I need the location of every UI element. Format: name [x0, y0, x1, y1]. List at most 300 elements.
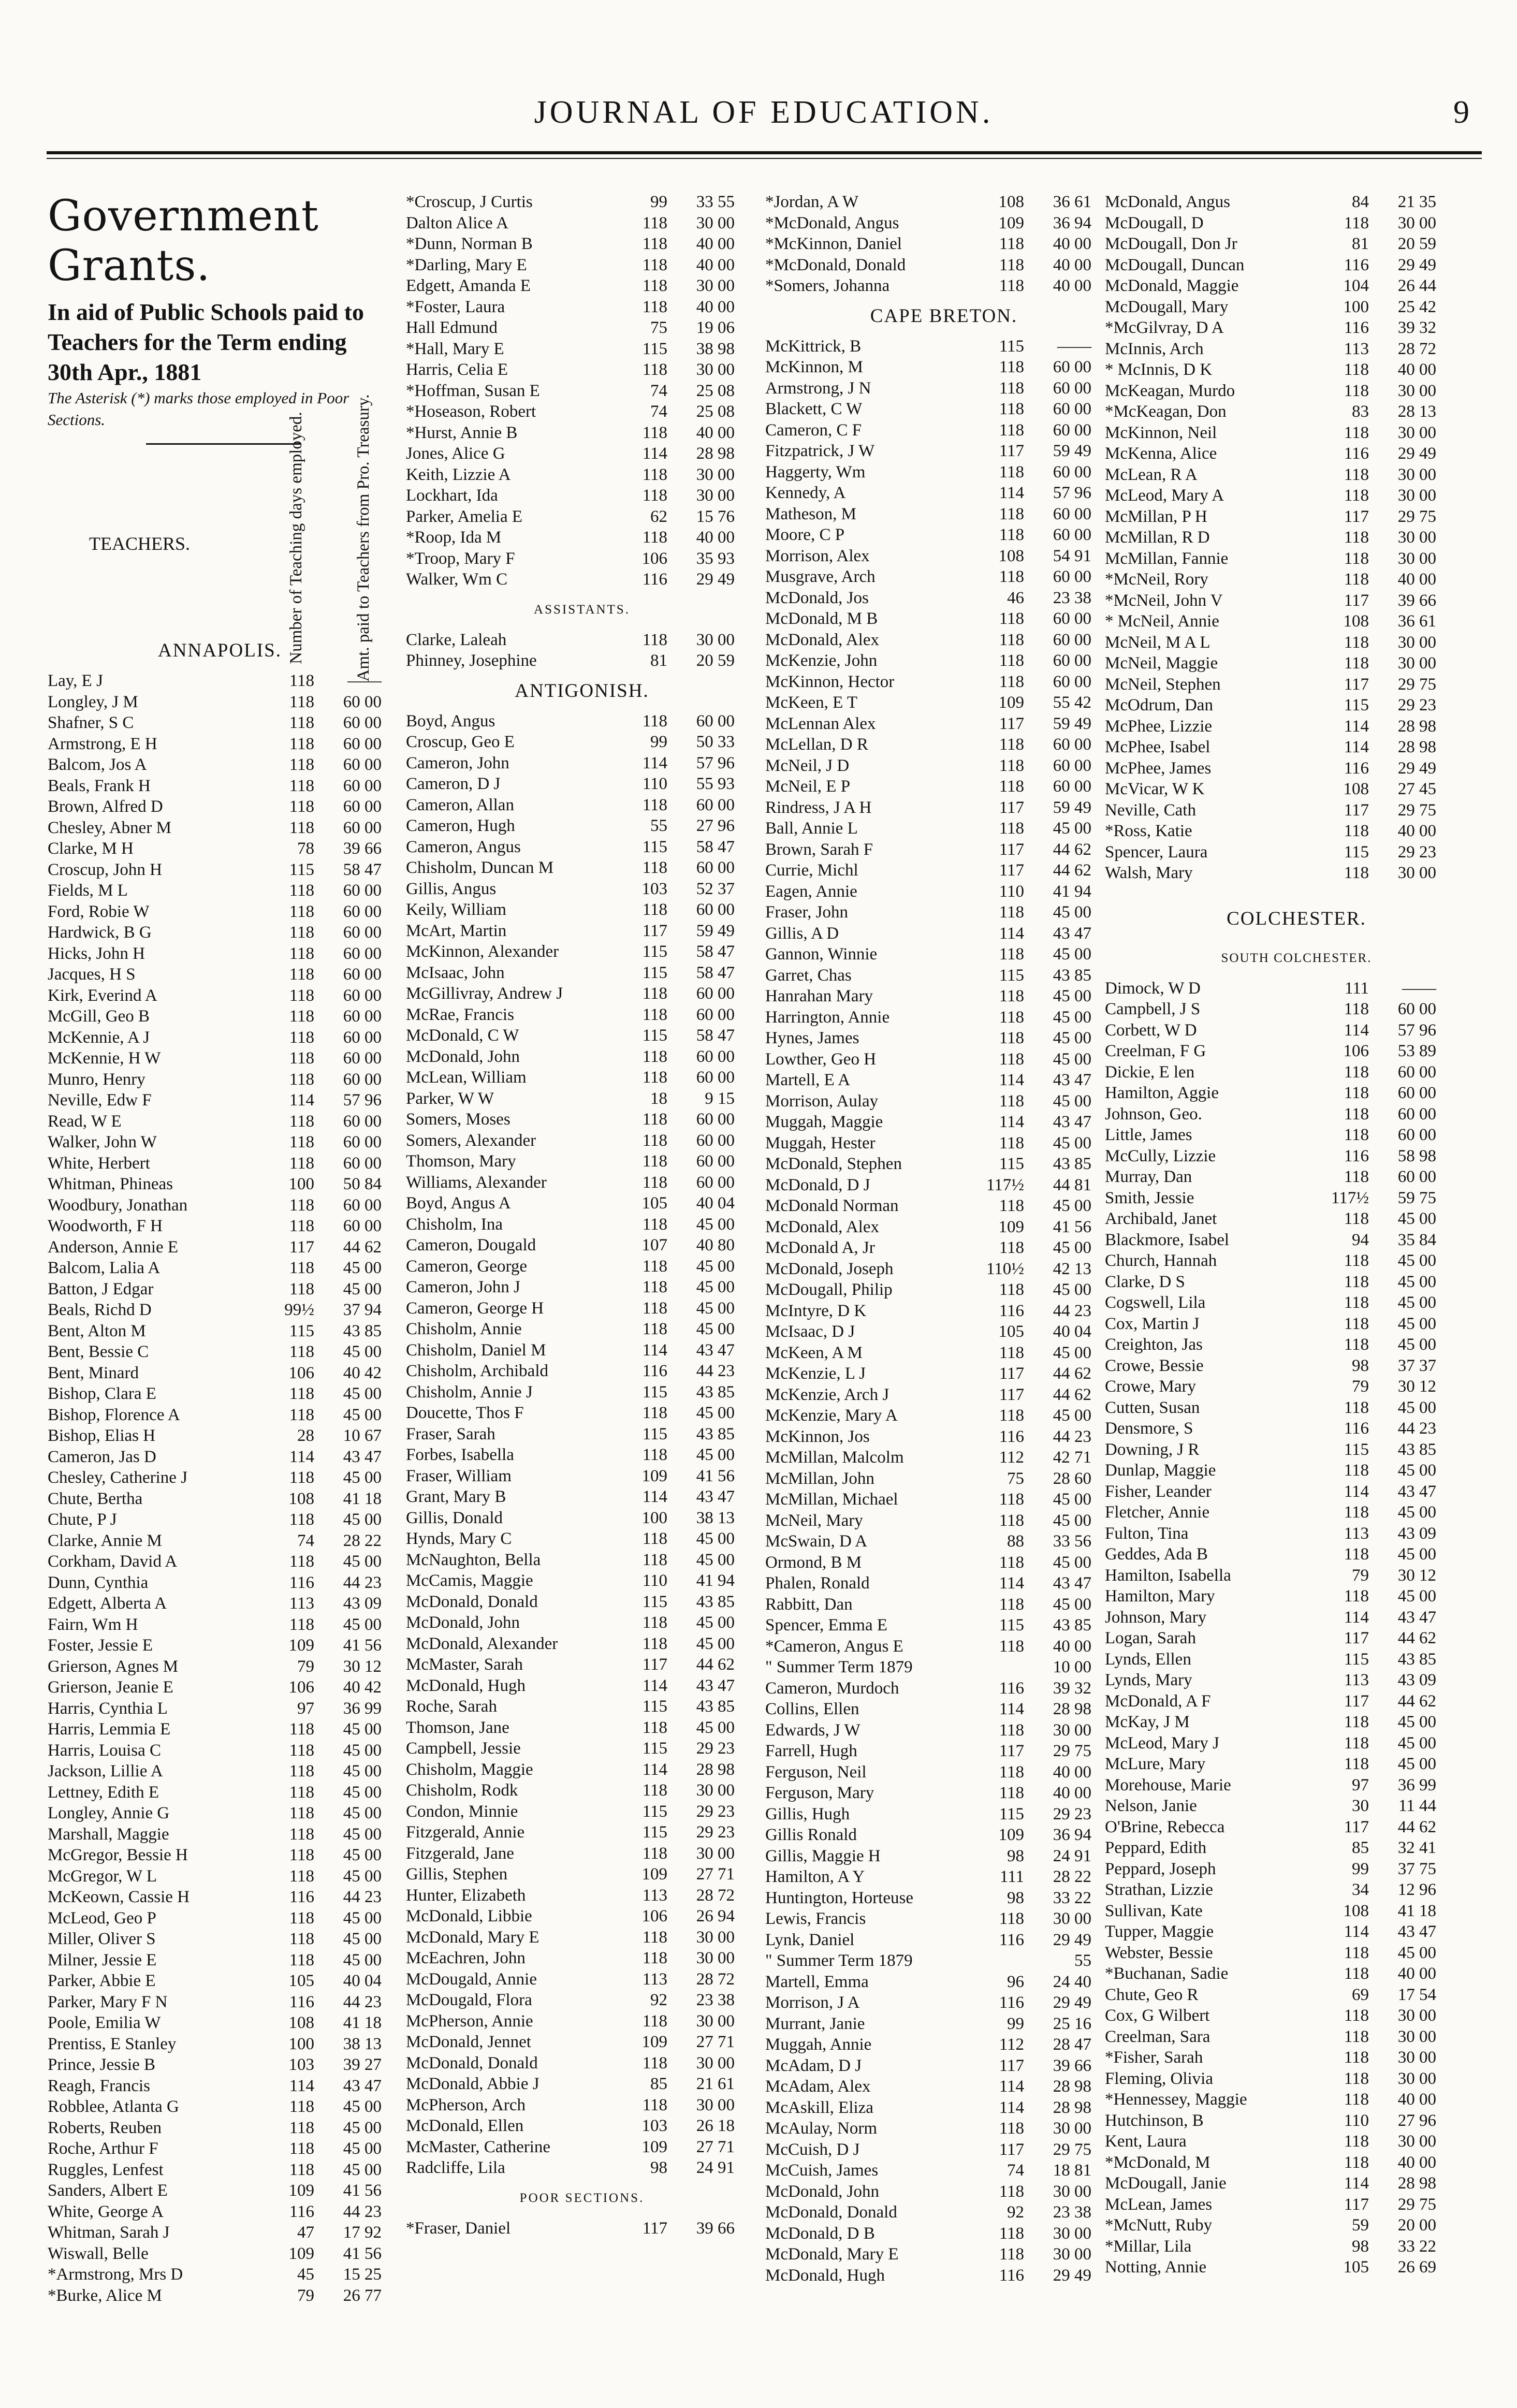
- teacher-row: [48, 1845, 392, 1866]
- teacher-name: Johnson, Geo.: [1105, 1104, 1202, 1123]
- amount-paid: 25 08: [696, 381, 735, 400]
- days-employed: 118: [1344, 1084, 1369, 1102]
- teacher-row: [765, 1091, 1122, 1112]
- days-employed: 109: [288, 2244, 314, 2263]
- days-employed: 118: [642, 1152, 667, 1171]
- days-employed: 114: [1344, 1608, 1369, 1627]
- teacher-name: Hamilton, Isabella: [1105, 1566, 1231, 1585]
- teacher-name: Geddes, Ada B: [1105, 1545, 1208, 1564]
- amount-paid: 45 00: [1053, 1553, 1091, 1572]
- days-employed: 118: [289, 692, 314, 711]
- days-employed: 116: [1344, 444, 1369, 463]
- days-employed: 103: [641, 2117, 667, 2135]
- amount-paid: 44 23: [343, 1888, 382, 1906]
- teacher-row: [48, 943, 392, 965]
- days-employed: 116: [289, 1888, 314, 1906]
- amount-paid: 40 42: [343, 1363, 382, 1382]
- days-employed: 116: [999, 2266, 1024, 2285]
- teacher-name: McKinnon, M: [765, 358, 863, 376]
- amount-paid: 45 00: [343, 1762, 382, 1781]
- teacher-row: [1105, 800, 1488, 821]
- teacher-row: [1105, 527, 1488, 548]
- amount-paid: 29 75: [1397, 507, 1436, 526]
- days-employed: 118: [1344, 2090, 1369, 2109]
- amount-paid: 60 00: [1053, 400, 1091, 418]
- days-employed: 118: [289, 1510, 314, 1529]
- teacher-row: [765, 1237, 1122, 1259]
- teacher-name: Roche, Sarah: [406, 1697, 497, 1716]
- days-employed: 118: [999, 504, 1024, 523]
- teacher-row: [765, 734, 1122, 755]
- days-employed: 100: [288, 2034, 314, 2053]
- days-employed: 81: [650, 651, 667, 670]
- days-employed: 118: [1344, 2006, 1369, 2025]
- amount-paid: 43 09: [1397, 1671, 1436, 1689]
- teacher-row: [765, 630, 1122, 651]
- teacher-name: White, George A: [48, 2202, 164, 2221]
- days-employed: 118: [642, 528, 667, 547]
- days-employed: 118: [999, 945, 1024, 964]
- days-employed: 116: [999, 1930, 1024, 1949]
- days-employed: 118: [289, 776, 314, 795]
- teacher-row: [406, 2011, 758, 2032]
- teacher-row: [48, 1300, 392, 1321]
- teacher-row: [406, 1109, 758, 1130]
- amount-paid: 43 85: [1397, 1440, 1436, 1459]
- amount-paid: 45 00: [696, 1446, 735, 1464]
- days-employed: 97: [1352, 1775, 1369, 1794]
- teacher-name: McMillan, P H: [1105, 507, 1207, 526]
- teacher-name: McDonald, Alexander: [406, 1634, 558, 1653]
- days-employed: 118: [289, 713, 314, 732]
- teacher-name: Read, W E: [48, 1112, 122, 1131]
- amount-paid: 41 56: [696, 1466, 735, 1485]
- teacher-name: Jones, Alice G: [406, 444, 505, 463]
- days-employed: 118: [289, 1028, 314, 1047]
- teacher-name: Croscup, John H: [48, 860, 162, 879]
- teacher-name: McDonald, Alex: [765, 630, 879, 649]
- teacher-name: Church, Hannah: [1105, 1251, 1217, 1270]
- teacher-row: [406, 732, 758, 753]
- amount-paid: 45 00: [696, 1320, 735, 1338]
- teacher-name: *McDonald, Angus: [765, 213, 899, 232]
- days-employed: 115: [642, 1802, 667, 1821]
- teacher-row: [48, 2054, 392, 2076]
- teacher-row: [765, 1573, 1122, 1594]
- teacher-row: [48, 1279, 392, 1300]
- amount-paid: 40 00: [1053, 235, 1091, 253]
- amount-paid: 30 00: [696, 465, 735, 484]
- days-employed: 115: [642, 1026, 667, 1045]
- teacher-name: Thomson, Mary: [406, 1152, 516, 1171]
- days-employed: 116: [642, 570, 667, 589]
- days-employed: 118: [642, 1257, 667, 1276]
- teacher-row: [48, 1447, 392, 1468]
- section-heading-poor: POOR SECTIONS.: [519, 2191, 645, 2205]
- teacher-row: [1105, 275, 1488, 297]
- days-employed: 110½: [986, 1259, 1024, 1278]
- amount-paid: 30 00: [1397, 2006, 1436, 2025]
- days-employed: 118: [289, 818, 314, 837]
- teacher-row: [765, 1112, 1122, 1133]
- teacher-name: Muggah, Annie: [765, 2035, 872, 2054]
- teacher-name: Gillis, Angus: [406, 879, 497, 898]
- amount-paid: 60 00: [343, 1028, 382, 1047]
- teacher-name: Harrington, Annie: [765, 1008, 890, 1027]
- teacher-row: [406, 1277, 758, 1298]
- amount-paid: 45 00: [1053, 1280, 1091, 1299]
- days-employed: 118: [642, 423, 667, 442]
- days-employed: 115: [642, 1697, 667, 1716]
- colchester-list: [1105, 978, 1488, 2278]
- teacher-row: [48, 1111, 392, 1132]
- teacher-row: [406, 795, 758, 816]
- amount-paid: 45 00: [343, 2139, 382, 2158]
- teacher-row: [48, 712, 392, 734]
- teacher-name: Neville, Edw F: [48, 1091, 152, 1110]
- days-employed: 118: [999, 1762, 1024, 1782]
- days-employed: 104: [1343, 276, 1369, 295]
- amount-paid: 30 00: [696, 2095, 735, 2114]
- teacher-name: McArt, Martin: [406, 921, 507, 940]
- teacher-row: [406, 1319, 758, 1340]
- teacher-name: *Dunn, Norman B: [406, 235, 533, 253]
- teacher-name: Peppard, Edith: [1105, 1838, 1207, 1857]
- teacher-name: Hamilton, Mary: [1105, 1587, 1215, 1606]
- amount-paid: 50 84: [343, 1175, 382, 1193]
- days-employed: 115: [642, 1739, 667, 1758]
- teacher-row: [48, 1405, 392, 1426]
- teacher-name: *Hennessey, Maggie: [1105, 2090, 1247, 2109]
- teacher-row: [48, 2118, 392, 2139]
- days-employed: 74: [650, 402, 667, 421]
- days-employed: 117½: [986, 1175, 1024, 1194]
- teacher-name: McPhee, James: [1105, 758, 1212, 778]
- teacher-row: [1105, 779, 1488, 800]
- teacher-row: [765, 1510, 1122, 1531]
- days-employed: 117: [1344, 1629, 1369, 1647]
- days-employed: 112: [999, 2035, 1024, 2054]
- days-employed: 105: [641, 1194, 667, 1213]
- teacher-row: [765, 441, 1122, 462]
- teacher-name: *Roop, Ida M: [406, 528, 502, 547]
- amount-paid: 45 00: [1053, 1595, 1091, 1614]
- teacher-row: [48, 1824, 392, 1845]
- teacher-name: McAdam, Alex: [765, 2077, 871, 2096]
- teacher-name: Lettney, Edith E: [48, 1783, 159, 1802]
- amount-paid: 29 23: [1053, 1804, 1091, 1823]
- teacher-row: [1105, 1754, 1488, 1775]
- teacher-row: [406, 2053, 758, 2074]
- teacher-row: [1105, 1104, 1488, 1125]
- teacher-name: Whitman, Sarah J: [48, 2223, 170, 2242]
- teacher-name: Balcom, Jos A: [48, 755, 147, 774]
- teacher-name: McDougald, Flora: [406, 1991, 532, 2009]
- teacher-row: [48, 922, 392, 943]
- teacher-row: [765, 923, 1122, 944]
- days-employed: 117: [1344, 675, 1369, 694]
- amount-paid: 45 00: [1397, 1209, 1436, 1228]
- teacher-name: McDonald, Donald: [406, 1592, 538, 1611]
- days-employed: 114: [1344, 1482, 1369, 1501]
- amount-paid: 45 00: [343, 1279, 382, 1298]
- teacher-name: McLennan Alex: [765, 714, 876, 733]
- teacher-row: [406, 381, 758, 402]
- teacher-row: [765, 1426, 1122, 1448]
- days-employed: 113: [642, 1886, 667, 1905]
- teacher-row: [1105, 548, 1488, 570]
- days-employed: 113: [1344, 1524, 1369, 1543]
- teacher-row: [48, 1761, 392, 1782]
- teacher-name: Cameron, Murdoch: [765, 1679, 899, 1698]
- teacher-row: [406, 1403, 758, 1424]
- days-employed: 69: [1352, 1985, 1369, 2004]
- teacher-row: [1105, 2215, 1488, 2236]
- teacher-row: [1105, 590, 1488, 611]
- amount-paid: 33 56: [1053, 1532, 1091, 1551]
- amount-paid: 45 00: [343, 1804, 382, 1822]
- days-employed: 30: [1352, 1797, 1369, 1815]
- days-employed: 118: [1344, 2153, 1369, 2172]
- teacher-row: [765, 881, 1122, 902]
- days-employed: 92: [650, 1991, 667, 2009]
- teacher-row: [406, 2137, 758, 2158]
- teacher-row: [48, 670, 392, 692]
- teacher-name: McPhee, Lizzie: [1105, 717, 1213, 736]
- teacher-row: [1105, 2026, 1488, 2048]
- teacher-name: Bent, Alton M: [48, 1321, 146, 1340]
- teacher-name: Parker, Abbie E: [48, 1972, 156, 1990]
- days-employed: 118: [1344, 1272, 1369, 1291]
- amount-paid: 30 00: [1053, 1909, 1091, 1928]
- teacher-row: [406, 1675, 758, 1697]
- teacher-row: [48, 901, 392, 923]
- days-employed: 114: [642, 1760, 667, 1779]
- teacher-name: Lynds, Ellen: [1105, 1650, 1191, 1669]
- teacher-name: *McNutt, Ruby: [1105, 2216, 1213, 2235]
- days-employed: 83: [1352, 402, 1369, 421]
- teacher-row: [406, 2115, 758, 2137]
- teacher-name: *Millar, Lila: [1105, 2237, 1192, 2256]
- amount-paid: 60 00: [696, 711, 735, 731]
- teacher-name: White, Herbert: [48, 1154, 150, 1173]
- antigonish-list: [406, 711, 758, 2179]
- teacher-row: [48, 1216, 392, 1237]
- amount-paid: 60 00: [343, 1007, 382, 1026]
- teacher-row: [1105, 233, 1488, 255]
- days-employed: 118: [642, 297, 667, 316]
- teacher-name: Chisholm, Ina: [406, 1215, 503, 1234]
- days-employed: 115: [642, 1592, 667, 1611]
- teacher-row: [765, 797, 1122, 819]
- days-employed: 118: [999, 1280, 1024, 1299]
- days-employed: 118: [999, 609, 1024, 628]
- days-employed: 118: [999, 1637, 1024, 1656]
- teacher-name: Hall Edmund: [406, 318, 498, 337]
- teacher-row: [765, 1657, 1122, 1678]
- teacher-name: McKeen, A M: [765, 1343, 863, 1362]
- header-rule-thin: [47, 158, 1482, 159]
- cape-breton-continued-list: [1105, 192, 1488, 884]
- days-employed: 113: [642, 1969, 667, 1989]
- days-employed: 117: [1344, 591, 1369, 610]
- amount-paid: 38 13: [343, 2034, 382, 2053]
- teacher-name: Ormond, B M: [765, 1553, 862, 1572]
- amount-paid: 60 00: [1053, 651, 1091, 670]
- teacher-row: [406, 837, 758, 858]
- amount-paid: 26 18: [696, 2117, 735, 2135]
- amount-paid: 52 37: [696, 879, 735, 898]
- teacher-name: McDonald, Hugh: [765, 2266, 885, 2285]
- teacher-name: Fitzpatrick, J W: [765, 442, 875, 460]
- amount-paid: 60 00: [696, 858, 735, 877]
- amount-paid: 24 91: [696, 2158, 735, 2177]
- days-employed: 118: [1344, 864, 1369, 882]
- days-employed: 118: [999, 1029, 1024, 1047]
- days-employed: 115: [1344, 1440, 1369, 1459]
- amount-paid: 29 23: [696, 1823, 735, 1842]
- amount-paid: 27 71: [696, 1865, 735, 1884]
- amount-paid: 28 60: [1053, 1469, 1091, 1488]
- column-1: [48, 192, 392, 2306]
- teacher-name: Edgett, Amanda E: [406, 276, 531, 295]
- amount-paid: 26 69: [1397, 2258, 1436, 2276]
- teacher-name: Whitman, Phineas: [48, 1175, 173, 1193]
- days-employed: 98: [1007, 1846, 1024, 1865]
- teacher-row: [1105, 2110, 1488, 2132]
- amount-paid: 60 00: [696, 1173, 735, 1192]
- teacher-name: Boyd, Angus A: [406, 1194, 511, 1213]
- days-employed: 118: [289, 1070, 314, 1089]
- amount-paid: 45 00: [343, 1259, 382, 1277]
- amount-paid: 60 00: [696, 1047, 735, 1066]
- amount-paid: 60 00: [343, 1195, 382, 1215]
- teacher-name: Fitzgerald, Annie: [406, 1823, 525, 1842]
- days-employed: 116: [999, 1427, 1024, 1446]
- days-employed: 114: [1344, 738, 1369, 756]
- amount-paid: 45 00: [1397, 1314, 1436, 1333]
- amount-paid: 28 98: [1397, 738, 1436, 756]
- days-employed: 109: [641, 1466, 667, 1485]
- teacher-row: [1105, 1146, 1488, 1167]
- teacher-row: [48, 1887, 392, 1908]
- teacher-row: [765, 2265, 1122, 2286]
- days-employed: 115: [999, 1804, 1024, 1823]
- teacher-name: Chisholm, Duncan M: [406, 858, 554, 877]
- teacher-row: [406, 1528, 758, 1550]
- amount-paid: 45 00: [343, 1720, 382, 1739]
- amount-paid: 60 00: [343, 1070, 382, 1089]
- days-employed: 118: [289, 1720, 314, 1739]
- teacher-row: [1105, 485, 1488, 506]
- amount-paid: 40 00: [1397, 1964, 1436, 1983]
- amount-paid: 40 00: [1053, 1784, 1091, 1802]
- teacher-row: [48, 1383, 392, 1405]
- amount-paid: 43 47: [696, 1676, 735, 1695]
- days-employed: 117: [999, 714, 1024, 733]
- teacher-name: McIntyre, D K: [765, 1301, 867, 1320]
- amount-paid: 44 62: [1053, 840, 1091, 859]
- teacher-row: [765, 1279, 1122, 1301]
- teacher-row: [48, 1803, 392, 1824]
- days-employed: 116: [1344, 758, 1369, 778]
- amount-paid: 43 47: [1053, 1071, 1091, 1089]
- days-employed: 117: [642, 921, 667, 940]
- days-employed: 74: [1007, 2161, 1024, 2180]
- days-employed: 118: [642, 276, 667, 295]
- amount-paid: 25 08: [696, 402, 735, 421]
- amount-paid: 39 66: [1397, 591, 1436, 610]
- amount-paid: 45 00: [696, 1634, 735, 1653]
- days-employed: 118: [642, 1131, 667, 1150]
- teacher-name: Cogswell, Lila: [1105, 1293, 1206, 1312]
- amount-paid: 45 00: [1053, 987, 1091, 1005]
- days-employed: 109: [641, 2033, 667, 2051]
- teacher-name: Longley, Annie G: [48, 1804, 170, 1822]
- teacher-name: McNeil, E P: [765, 777, 851, 796]
- days-employed: 114: [289, 1447, 314, 1466]
- teacher-row: [1105, 1607, 1488, 1628]
- days-employed: 114: [642, 1487, 667, 1506]
- amount-paid: 60 00: [1053, 735, 1091, 754]
- teacher-name: McKenzie, L J: [765, 1364, 866, 1383]
- teacher-row: [48, 2034, 392, 2055]
- teacher-name: Sullivan, Kate: [1105, 1901, 1203, 1920]
- teacher-row: [406, 506, 758, 528]
- days-employed: 114: [999, 1700, 1024, 1718]
- teacher-name: McCully, Lizzie: [1105, 1146, 1216, 1165]
- days-employed: 118: [999, 1008, 1024, 1027]
- days-employed: 115: [1344, 696, 1369, 714]
- teacher-row: [765, 1888, 1122, 1909]
- teacher-name: Hanrahan Mary: [765, 987, 873, 1005]
- amount-paid: 30 00: [1053, 1720, 1091, 1740]
- teacher-row: [1105, 632, 1488, 653]
- teacher-name: Archibald, Janet: [1105, 1209, 1217, 1228]
- days-employed: 109: [641, 2137, 667, 2156]
- amount-paid: 40 42: [343, 1678, 382, 1697]
- days-employed: 118: [999, 1553, 1024, 1572]
- days-employed: 118: [1344, 1126, 1369, 1144]
- amount-paid: 45 00: [1053, 1133, 1091, 1152]
- teacher-name: Gillis, Maggie H: [765, 1846, 881, 1865]
- days-employed: 100: [288, 1175, 314, 1193]
- teacher-name: Thomson, Jane: [406, 1718, 509, 1737]
- teacher-row: [406, 1067, 758, 1088]
- teacher-name: McDonald, Mary E: [406, 1928, 539, 1947]
- amount-paid: 45 00: [1053, 1343, 1091, 1362]
- section-heading-south-colchester: SOUTH COLCHESTER.: [1221, 951, 1372, 965]
- amount-paid: 30 00: [1397, 864, 1436, 882]
- amount-paid: ——: [1402, 979, 1436, 998]
- teacher-row: [48, 1866, 392, 1887]
- teacher-name: McLean, William: [406, 1068, 527, 1087]
- amount-paid: 40 00: [1397, 822, 1436, 840]
- teacher-name: McIsaac, D J: [765, 1322, 855, 1341]
- teacher-name: McPherson, Annie: [406, 2011, 533, 2031]
- teacher-row: [48, 1677, 392, 1698]
- amount-paid: 43 47: [343, 2076, 382, 2095]
- days-employed: 118: [1344, 1335, 1369, 1354]
- amount-paid: 39 32: [1053, 1679, 1091, 1698]
- teacher-name: McCuish, D J: [765, 2140, 860, 2159]
- days-employed: 99½: [284, 1301, 314, 1319]
- amount-paid: 20 59: [696, 651, 735, 670]
- amount-paid: 36 61: [1397, 612, 1436, 631]
- amount-paid: 28 22: [1053, 1867, 1091, 1886]
- days-employed: 118: [1344, 1503, 1369, 1522]
- amount-paid: 30 00: [1397, 486, 1436, 505]
